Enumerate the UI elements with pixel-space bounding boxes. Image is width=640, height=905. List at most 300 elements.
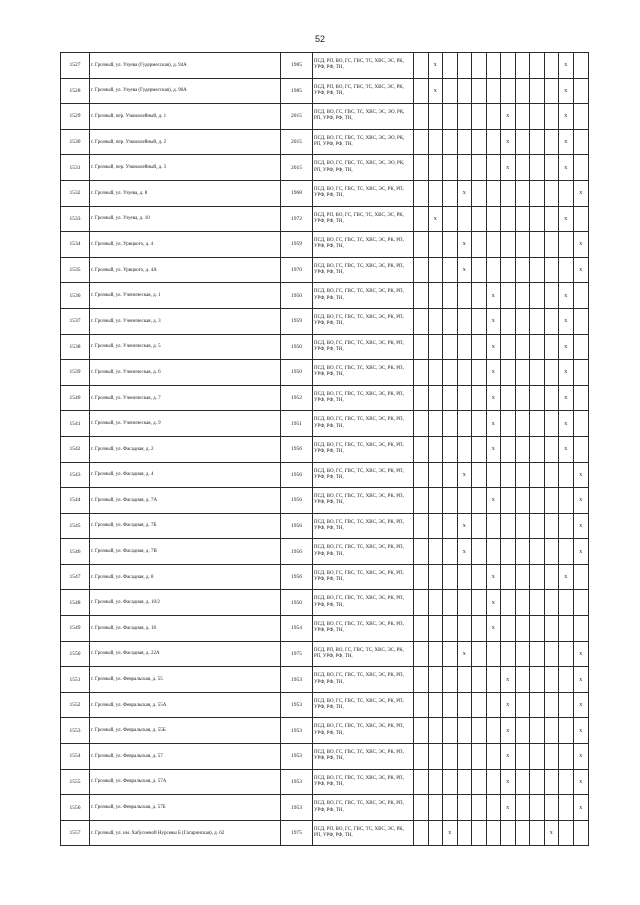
mark-cell: х [573,232,589,258]
mark-cell: х [573,513,589,539]
mark-cell [530,104,545,130]
building-address: г. Грозный, ул. Ученическая, д. 6 [90,360,281,386]
works-list: ПСД, ВО, ГС, ГВС, ТС, ХВС, ЭС, РК, РП, УРФ, РФ, ТН, [313,795,414,821]
building-address: г. Грозный, ул. Февральская, д. 55А [90,692,281,718]
row-number: 1535 [61,257,90,283]
row-number: 1546 [61,539,90,565]
mark-cell [472,334,487,360]
construction-year: 1953 [281,718,313,744]
building-address: г. Грозный, ул. Фасадная, д. 4 [90,462,281,488]
building-address: г. Грозный, ул. Февральская, д. 57 [90,744,281,770]
construction-year: 1950 [281,360,313,386]
construction-year: 2015 [281,155,313,181]
mark-cell [515,820,530,846]
mark-cell [501,436,516,462]
mark-cell [414,488,429,514]
construction-year: 1956 [281,564,313,590]
mark-cell [544,257,559,283]
mark-cell [530,692,545,718]
mark-cell: х [573,180,589,206]
mark-cell [428,616,443,642]
mark-cell: х [486,283,501,309]
works-list: ПСД, ВО, ГС, ГВС, ТС, ХВС, ЭС, РК, РП, УРФ, РФ, ТН, [313,180,414,206]
mark-cell [443,257,458,283]
mark-cell [544,180,559,206]
table-row [61,795,589,821]
mark-cell [457,744,472,770]
mark-cell [515,257,530,283]
mark-cell [457,564,472,590]
mark-cell [443,513,458,539]
mark-cell [544,539,559,565]
table-row [61,436,589,462]
works-list: ПСД, ВО, ГС, ГВС, ТС, ХВС, ЭС, РК, РП, УРФ, РФ, ТН, [313,513,414,539]
table-row [61,769,589,795]
mark-cell [515,488,530,514]
construction-year: 1975 [281,641,313,667]
mark-cell [428,820,443,846]
mark-cell [544,462,559,488]
row-number: 1532 [61,180,90,206]
mark-cell [472,283,487,309]
mark-cell [472,513,487,539]
mark-cell [501,206,516,232]
mark-cell [472,436,487,462]
mark-cell [515,308,530,334]
table-row [61,308,589,334]
mark-cell [530,462,545,488]
mark-cell [501,78,516,104]
mark-cell [515,334,530,360]
works-list: ПСД, ВО, ГС, ГВС, ТС, ХВС, ЭС, РК, РП, УРФ, РФ, ТН, [313,564,414,590]
construction-year: 1970 [281,257,313,283]
building-address: г. Грозный, ул. Ученическая, д. 3 [90,308,281,334]
construction-year: 1959 [281,308,313,334]
mark-cell [530,820,545,846]
row-number: 1549 [61,616,90,642]
mark-cell [443,667,458,693]
mark-cell [457,667,472,693]
mark-cell [486,104,501,130]
mark-cell [515,564,530,590]
mark-cell [414,564,429,590]
mark-cell [544,385,559,411]
mark-cell [501,564,516,590]
mark-cell [443,308,458,334]
mark-cell [414,820,429,846]
mark-cell [515,411,530,437]
mark-cell [486,206,501,232]
mark-cell [428,513,443,539]
mark-cell: х [559,360,574,386]
mark-cell [530,667,545,693]
mark-cell [457,129,472,155]
mark-cell [530,564,545,590]
mark-cell [414,206,429,232]
mark-cell [559,641,574,667]
mark-cell: х [428,206,443,232]
mark-cell [544,744,559,770]
mark-cell: х [573,718,589,744]
mark-cell: х [501,692,516,718]
mark-cell [414,180,429,206]
table-row [61,155,589,181]
mark-cell [414,462,429,488]
mark-cell [544,53,559,79]
mark-cell: х [486,590,501,616]
mark-cell [457,104,472,130]
mark-cell [486,718,501,744]
mark-cell [559,462,574,488]
table-row [61,334,589,360]
mark-cell: х [573,641,589,667]
mark-cell [472,308,487,334]
mark-cell [443,385,458,411]
mark-cell [544,232,559,258]
mark-cell [428,155,443,181]
mark-cell [428,462,443,488]
mark-cell [515,232,530,258]
mark-cell [559,513,574,539]
mark-cell [472,462,487,488]
mark-cell: х [457,257,472,283]
mark-cell [544,769,559,795]
mark-cell [515,744,530,770]
mark-cell: х [501,104,516,130]
mark-cell [428,334,443,360]
mark-cell [414,334,429,360]
row-number: 1540 [61,385,90,411]
row-number: 1555 [61,769,90,795]
mark-cell [501,360,516,386]
mark-cell [414,539,429,565]
mark-cell [443,616,458,642]
mark-cell [414,641,429,667]
mark-cell: х [486,436,501,462]
mark-cell [486,232,501,258]
mark-cell: х [559,78,574,104]
table-row [61,616,589,642]
table-row [61,641,589,667]
mark-cell [544,616,559,642]
mark-cell [472,232,487,258]
mark-cell [559,488,574,514]
mark-cell [428,539,443,565]
mark-cell: х [573,462,589,488]
mark-cell [486,769,501,795]
row-number: 1553 [61,718,90,744]
mark-cell [472,718,487,744]
construction-year: 1956 [281,436,313,462]
construction-year: 1953 [281,744,313,770]
mark-cell [414,308,429,334]
mark-cell [530,718,545,744]
construction-year: 1968 [281,180,313,206]
mark-cell [544,564,559,590]
mark-cell: х [501,667,516,693]
mark-cell: х [559,436,574,462]
row-number: 1554 [61,744,90,770]
building-address: г. Грозный, ул. Ученическая, д. 1 [90,283,281,309]
mark-cell [414,104,429,130]
mark-cell [472,78,487,104]
mark-cell [515,104,530,130]
mark-cell [457,769,472,795]
mark-cell [515,795,530,821]
row-number: 1551 [61,667,90,693]
mark-cell [443,795,458,821]
table-row [61,488,589,514]
mark-cell [428,411,443,437]
mark-cell: х [559,334,574,360]
mark-cell [414,360,429,386]
mark-cell [544,718,559,744]
construction-year: 1953 [281,667,313,693]
row-number: 1552 [61,692,90,718]
mark-cell [530,641,545,667]
mark-cell [443,462,458,488]
mark-cell [472,769,487,795]
mark-cell [472,129,487,155]
mark-cell [428,590,443,616]
mark-cell: х [457,462,472,488]
mark-cell: х [559,283,574,309]
mark-cell [443,436,458,462]
mark-cell [544,641,559,667]
mark-cell: х [559,385,574,411]
mark-cell [472,206,487,232]
mark-cell [486,53,501,79]
works-list: ПСД, ВО, ГС, ГВС, ТС, ХВС, ЭС, РК, РП, УРФ, РФ, ТН, [313,232,414,258]
mark-cell: х [457,513,472,539]
mark-cell [428,232,443,258]
mark-cell [544,104,559,130]
building-address: г. Грозный, ул. Февральская, д. 55Б [90,718,281,744]
construction-year: 1956 [281,513,313,539]
mark-cell [414,129,429,155]
mark-cell [515,283,530,309]
mark-cell [530,385,545,411]
building-address: г. Грозный, ул. Ученическая, д. 9 [90,411,281,437]
register-body [61,53,589,846]
mark-cell [501,308,516,334]
mark-cell [559,667,574,693]
mark-cell [428,257,443,283]
row-number: 1534 [61,232,90,258]
mark-cell [428,795,443,821]
mark-cell: х [501,769,516,795]
mark-cell [530,616,545,642]
mark-cell [443,180,458,206]
mark-cell [428,283,443,309]
row-number: 1557 [61,820,90,846]
mark-cell [486,257,501,283]
building-address: г. Грозный, пер. Узкоколейный, д. 3 [90,155,281,181]
table-row [61,180,589,206]
mark-cell [515,590,530,616]
mark-cell [501,385,516,411]
table-row [61,283,589,309]
mark-cell [544,155,559,181]
mark-cell [515,206,530,232]
mark-cell [443,155,458,181]
table-row [61,667,589,693]
mark-cell [573,411,589,437]
mark-cell [414,667,429,693]
mark-cell [573,206,589,232]
mark-cell [515,692,530,718]
mark-cell [414,795,429,821]
mark-cell: х [573,692,589,718]
mark-cell [573,104,589,130]
mark-cell [486,180,501,206]
table-row [61,53,589,79]
mark-cell [472,488,487,514]
mark-cell [443,564,458,590]
mark-cell [457,334,472,360]
mark-cell [414,590,429,616]
construction-year: 1950 [281,283,313,309]
mark-cell [443,488,458,514]
mark-cell: х [573,795,589,821]
works-list: ПСД, ВО, ГС, ГВС, ТС, ХВС, ЭС, РК, РП, УРФ, РФ, ТН, [313,411,414,437]
mark-cell [443,334,458,360]
works-list: ПСД, ВО, ГС, ГВС, ТС, ХВС, ЭС, РК, РП, УРФ, РФ, ТН, [313,308,414,334]
works-list: ПСД, ВО, ГС, ГВС, ТС, ХВС, ЭС, РК, РП, УРФ, РФ, ТН, [313,488,414,514]
mark-cell [530,513,545,539]
mark-cell: х [428,78,443,104]
mark-cell: х [501,129,516,155]
mark-cell [573,360,589,386]
mark-cell [544,795,559,821]
mark-cell [515,539,530,565]
mark-cell [457,436,472,462]
mark-cell: х [457,180,472,206]
mark-cell [472,155,487,181]
construction-year: 1954 [281,616,313,642]
table-row [61,564,589,590]
mark-cell [544,129,559,155]
table-row [61,360,589,386]
building-address: г. Грозный, ул. Ученическая, д. 7 [90,385,281,411]
works-list: ПСД, ВО, ГС, ГВС, ТС, ХВС, ЭС, ЭО, РК, РП, УРФ, РФ, ТН, [313,155,414,181]
mark-cell: х [559,155,574,181]
mark-cell [530,78,545,104]
mark-cell [472,692,487,718]
mark-cell [544,411,559,437]
row-number: 1528 [61,78,90,104]
row-number: 1542 [61,436,90,462]
mark-cell [501,641,516,667]
mark-cell [443,129,458,155]
mark-cell [544,692,559,718]
table-row [61,104,589,130]
mark-cell [457,308,472,334]
mark-cell [414,692,429,718]
row-number: 1548 [61,590,90,616]
construction-year: 1985 [281,53,313,79]
mark-cell [443,78,458,104]
works-list: ПСД, РП, ВО, ГС, ГВС, ТС, ХВС, ЭС, РК, УРФ, РФ, ТН, [313,78,414,104]
construction-year: 1953 [281,692,313,718]
mark-cell: х [457,539,472,565]
mark-cell [443,718,458,744]
works-list: ПСД, ВО, ГС, ГВС, ТС, ХВС, ЭС, РК, РП, УРФ, РФ, ТН, [313,667,414,693]
mark-cell [472,385,487,411]
mark-cell [443,104,458,130]
mark-cell [501,283,516,309]
mark-cell [559,590,574,616]
mark-cell [530,232,545,258]
table-row [61,206,589,232]
mark-cell: х [573,257,589,283]
mark-cell [559,820,574,846]
mark-cell [530,155,545,181]
mark-cell: х [457,232,472,258]
mark-cell [501,180,516,206]
mark-cell [486,129,501,155]
mark-cell: х [501,744,516,770]
mark-cell [515,769,530,795]
mark-cell [457,795,472,821]
works-list: ПСД, ВО, ГС, ГВС, ТС, ХВС, ЭС, РК, РП, УРФ, РФ, ТН, [313,616,414,642]
mark-cell [515,667,530,693]
mark-cell [530,206,545,232]
works-list: ПСД, ВО, ГС, ГВС, ТС, ХВС, ЭС, РК, РП, УРФ, РФ, ТН, [313,257,414,283]
row-number: 1531 [61,155,90,181]
mark-cell [428,129,443,155]
table-row [61,718,589,744]
mark-cell [428,308,443,334]
mark-cell: х [486,385,501,411]
mark-cell: х [544,820,559,846]
mark-cell [414,232,429,258]
mark-cell [414,53,429,79]
row-number: 1538 [61,334,90,360]
mark-cell [414,283,429,309]
mark-cell [515,129,530,155]
mark-cell [457,820,472,846]
mark-cell [428,436,443,462]
mark-cell: х [486,488,501,514]
construction-year: 1952 [281,385,313,411]
mark-cell [457,590,472,616]
mark-cell [443,590,458,616]
mark-cell: х [559,53,574,79]
works-list: ПСД, ВО, ГС, ГВС, ТС, ХВС, ЭС, РК, РП, УРФ, РФ, ТН, [313,769,414,795]
mark-cell [457,53,472,79]
mark-cell [573,616,589,642]
mark-cell [472,616,487,642]
mark-cell [530,744,545,770]
mark-cell [573,334,589,360]
mark-cell [457,718,472,744]
construction-year: 1985 [281,78,313,104]
works-list: ПСД, ВО, ГС, ГВС, ТС, ХВС, ЭС, РК, РП, УРФ, РФ, ТН, [313,436,414,462]
construction-year: 1953 [281,795,313,821]
mark-cell [486,513,501,539]
works-list: ПСД, ВО, ГС, ГВС, ТС, ХВС, ЭС, РК, РП, УРФ, РФ, ТН, [313,718,414,744]
table-row [61,692,589,718]
construction-year: 1975 [281,820,313,846]
mark-cell [515,436,530,462]
mark-cell [414,744,429,770]
mark-cell [544,513,559,539]
mark-cell [530,129,545,155]
table-row [61,257,589,283]
mark-cell [414,513,429,539]
row-number: 1537 [61,308,90,334]
